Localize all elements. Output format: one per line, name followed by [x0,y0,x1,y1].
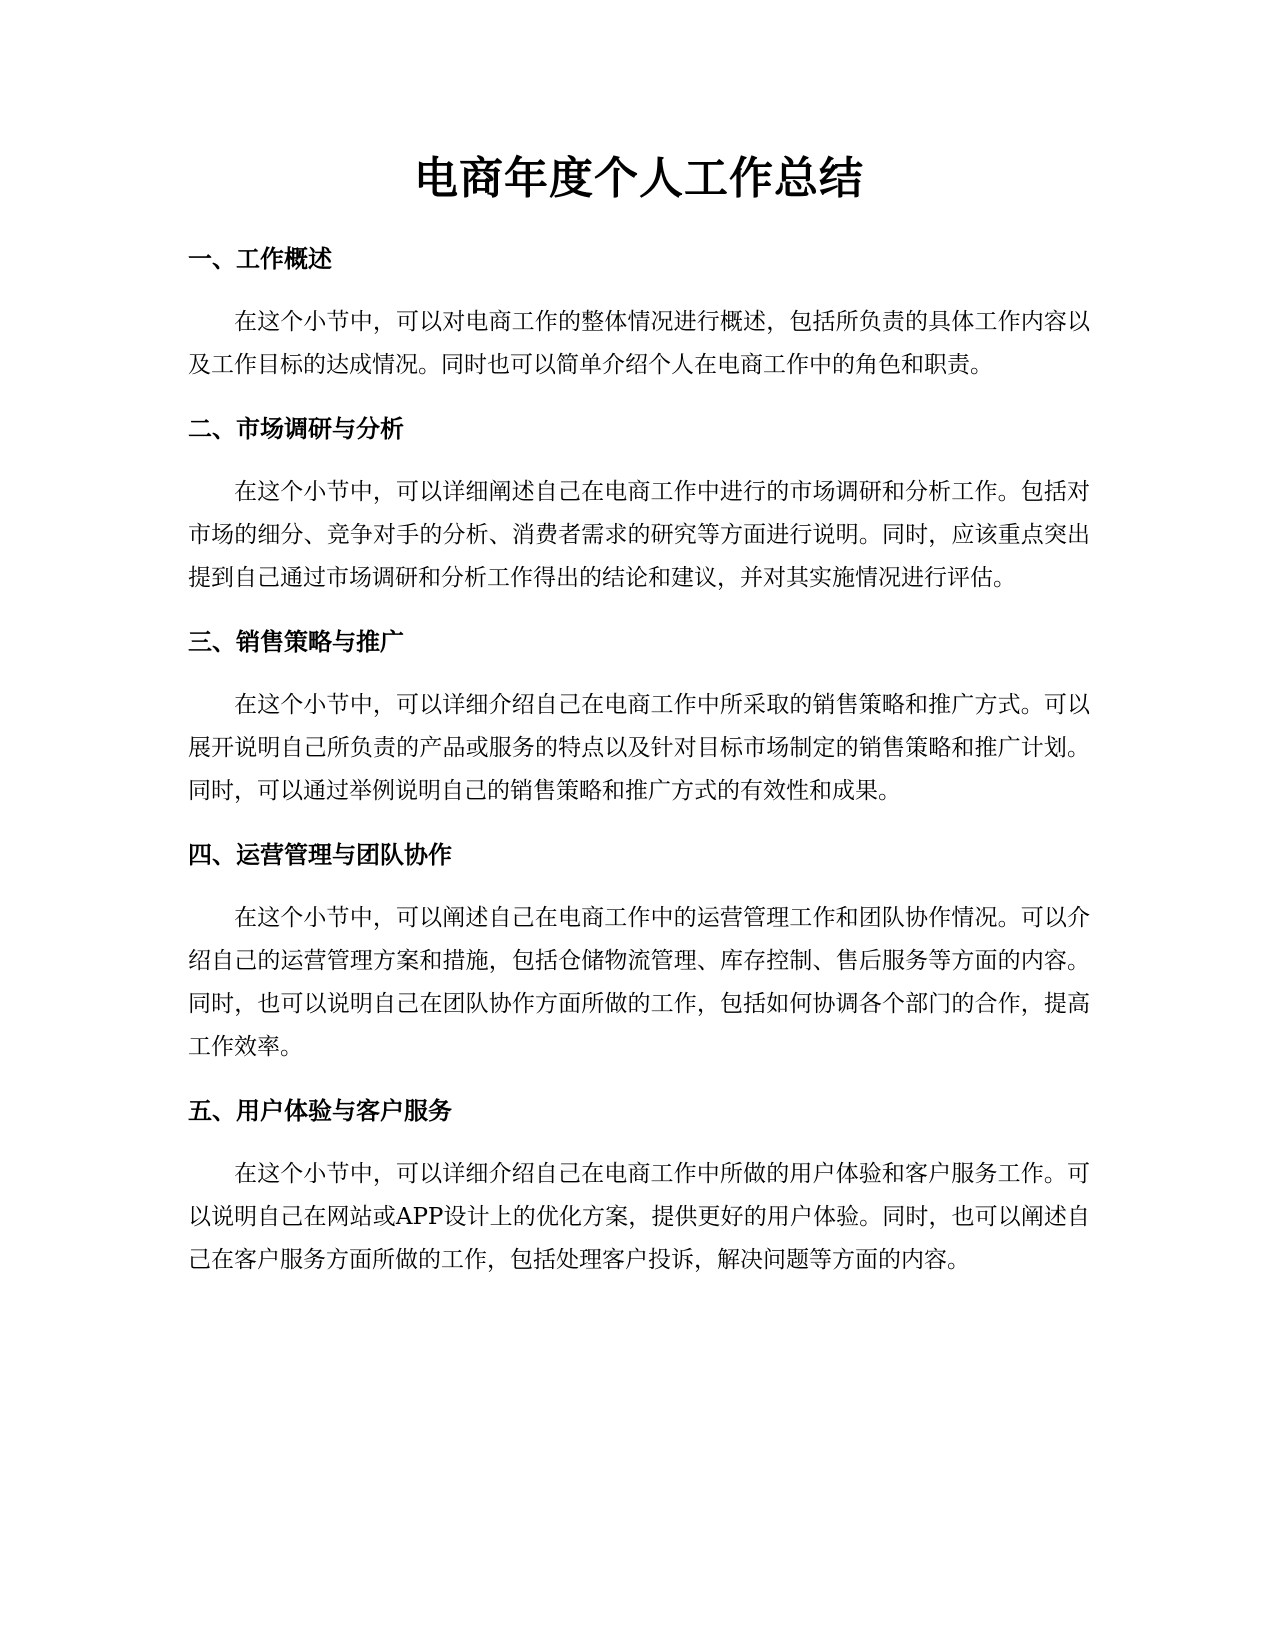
section-heading: 四、运营管理与团队协作 [188,841,452,869]
section-heading: 五、用户体验与客户服务 [188,1097,452,1125]
section-paragraph: 在这个小节中，可以详细介绍自己在电商工作中所采取的销售策略和推广方式。可以展开说明自己所负责的产品或服务的特点以及针对目标市场制定的销售策略和推广计划。同时，可以通过举例说明自己的销售策略和推广方式的有效性和成果。 [188,692,1090,804]
section-heading: 三、销售策略与推广 [188,628,404,656]
section-user-experience [188,1069,1090,1282]
section-paragraph: 在这个小节中，可以详细阐述自己在电商工作中进行的市场调研和分析工作。包括对市场的细分、竞争对手的分析、消费者需求的研究等方面进行说明。同时，应该重点突出提到自己通过市场调研和分析工作得出的结论和建议，并对其实施情况进行评估。 [188,479,1090,591]
section-heading: 一、工作概述 [188,245,332,273]
section-sales-strategy [188,600,1090,813]
section-operations-teamwork [188,813,1090,1069]
document-content [188,138,1090,1282]
section-paragraph: 在这个小节中，可以对电商工作的整体情况进行概述，包括所负责的具体工作内容以及工作目标的达成情况。同时也可以简单介绍个人在电商工作中的角色和职责。 [188,309,1090,378]
section-paragraph: 在这个小节中，可以详细介绍自己在电商工作中所做的用户体验和客户服务工作。可以说明自己在网站或APP设计上的优化方案，提供更好的用户体验。同时，也可以阐述自己在客户服务方面所做的工作，包括处理客户投诉，解决问题等方面的内容。 [188,1161,1090,1273]
section-market-research [188,387,1090,600]
section-paragraph: 在这个小节中，可以阐述自己在电商工作中的运营管理工作和团队协作情况。可以介绍自己的运营管理方案和措施，包括仓储物流管理、库存控制、售后服务等方面的内容。同时，也可以说明自己在团队协作方面所做的工作，包括如何协调各个部门的合作，提高工作效率。 [188,905,1090,1060]
document-title: 电商年度个人工作总结 [414,153,864,204]
section-heading: 二、市场调研与分析 [188,415,404,443]
section-work-overview [188,220,1090,387]
